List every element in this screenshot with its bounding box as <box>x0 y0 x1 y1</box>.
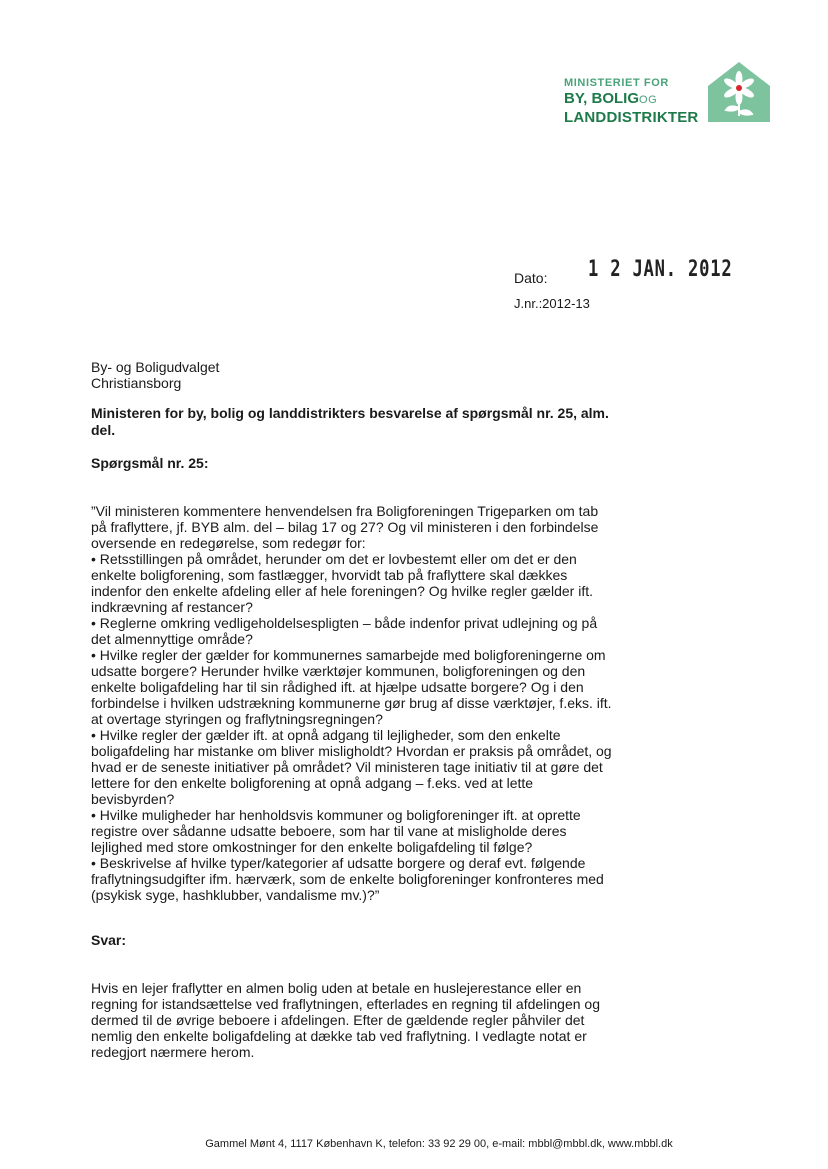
question-bullet: • Beskrivelse af hvilke typer/kategorier af udsatte borgere og deraf evt. følgende fraflytningsudgifter ifm. hærværk, som de enkelte boligforeninger konfronteres med (psykisk syge, hashklubber, vandalisme mv.)?” <box>91 855 604 903</box>
dato-label: Dato: <box>514 270 548 286</box>
recipient-address <box>91 359 219 391</box>
recipient-line-1: By- og Boligudvalget <box>91 359 220 375</box>
question-bullet: • Hvilke muligheder har henholdsvis kommuner og boligforeninger ift. at oprette registre over sådanne udsatte beboere, som har til vane at misligholde deres lejlighed med store omkostninger for den enkelte boligafdeling til følge? <box>91 807 581 855</box>
date-stamp: 1 2 JAN. 2012 <box>588 257 733 282</box>
answer-heading: Svar: <box>91 932 127 948</box>
question-bullet: • Hvilke regler der gælder for kommunernes samarbejde med boligforeningerne om udsatte borgere? Herunder hvilke værktøjer kommunen, boligforeningen og den enkelte boligafdeling har til sin rådighed ift. at hjælpe udsatte borgere? Og i den forbindelse i hvilken udstrækning kommunerne gør brug af disse værktøjer, f.eks. ift. at overtage styringen og fraflytningsregningen? <box>91 647 612 727</box>
letter-subject: Ministeren for by, bolig og landdistrikters besvarelse af spørgsmål nr. 25, alm. del. <box>91 405 609 438</box>
ministry-logo-text <box>564 76 698 126</box>
question-intro: ”Vil ministeren kommentere henvendelsen fra Boligforeningen Trigeparken om tab på fraflyttere, jf. BYB alm. del – bilag 17 og 27? Og vil ministeren i den forbindelse oversende en redegørelse, som redegør for: <box>91 503 599 551</box>
logo-by-bolig: BY, BOLIG <box>564 90 640 107</box>
answer-body: Hvis en lejer fraflytter en almen bolig uden at betale en huslejerestance eller en regning for istandsættelse ved fraflytningen, efterlades en regning til afdelingen og dermed til de øvrige beboere i afdelingen. Efter de gældende regler påhviler det nemlig den enkelte boligafdeling at dække tab ved fraflytning. I vedlagte notat er redegjort nærmere herom. <box>91 980 600 1060</box>
question-bullet: • Retsstillingen på området, herunder om det er lovbestemt eller om det er den enkelte boligforening, som fastlægger, hvorvidt tab på fraflyttere skal dækkes indenfor den enkelte afdeling eller af hele foreningen? Og hvilke regler gælder ift. indkrævning af restancer? <box>91 551 593 615</box>
question-body <box>91 503 616 903</box>
recipient-line-2: Christiansborg <box>91 375 182 391</box>
journal-number: J.nr.:2012-13 <box>514 296 590 311</box>
question-heading: Spørgsmål nr. 25: <box>91 455 209 471</box>
logo-line-landdistrikter: LANDDISTRIKTER <box>564 109 699 126</box>
logo-line-ministeriet: MINISTERIET FOR <box>564 77 669 89</box>
logo-line-by-bolig <box>564 90 698 109</box>
question-bullet: • Hvilke regler der gælder ift. at opnå adgang til lejligheder, som den enkelte boligafdeling har mistanke om bliver misligholdt? Hvordan er praksis på området, og hvad er de seneste initiativer på området? Vil ministeren tage initiativ til at gøre det lettere for den enkelte boligforening at opnå adgang – f.eks. ved at lette bevisbyrden? <box>91 727 612 807</box>
question-bullet: • Reglerne omkring vedligeholdelsespligten – både indenfor privat udlejning og på det almennyttige område? <box>91 615 598 647</box>
footer-contact: Gammel Mønt 4, 1117 København K, telefon: 33 92 29 00, e-mail: mbbl@mbbl.dk, www.mbbl.dk <box>205 1138 673 1150</box>
logo-og: OG <box>639 94 658 106</box>
house-flower-logo-icon <box>706 60 772 124</box>
